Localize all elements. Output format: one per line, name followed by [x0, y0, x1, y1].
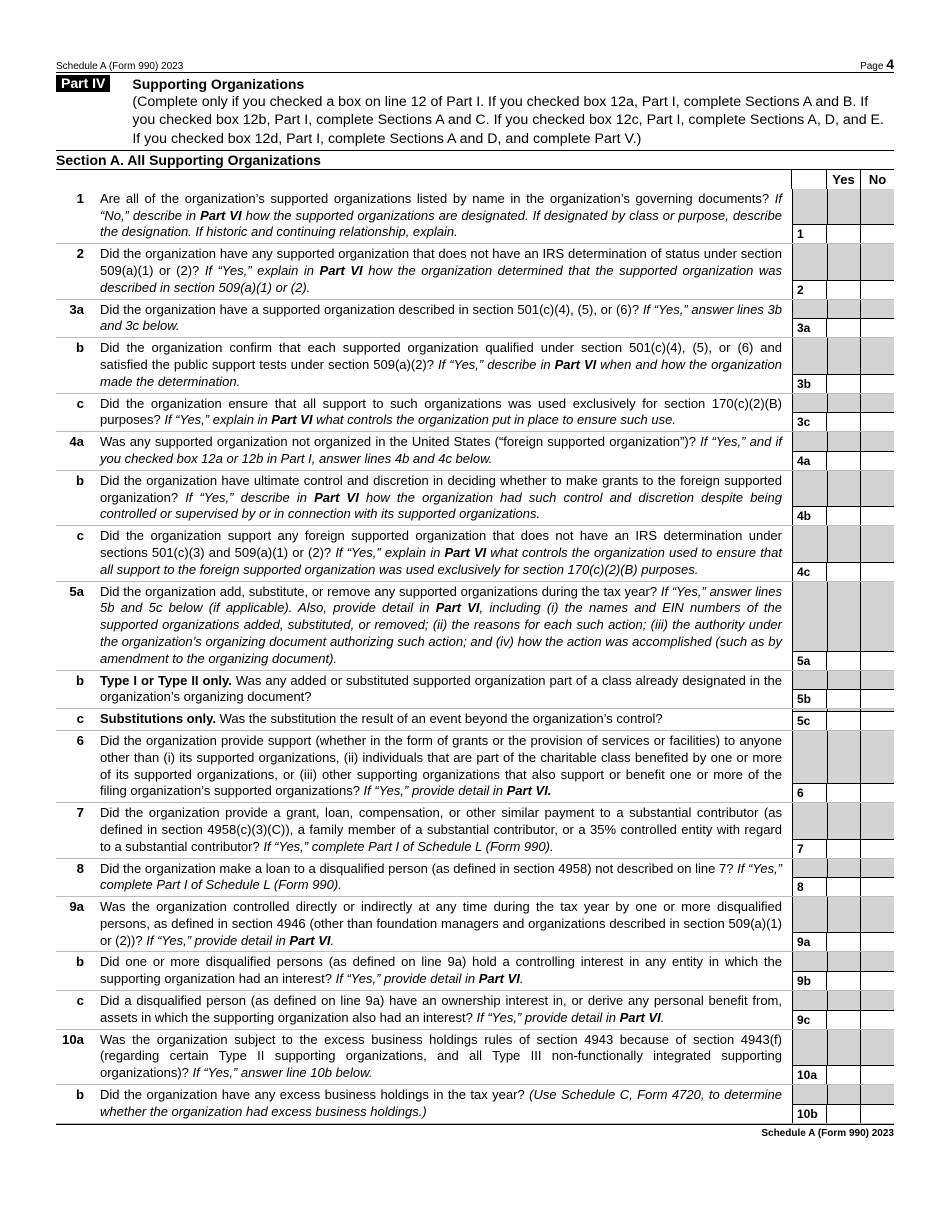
- form-name: Schedule A (Form 990) 2023: [56, 61, 184, 72]
- line-text: Did the organization add, substitute, or remove any supported organizations during the tax year? If “Yes,” answer lines 5b and 5c below (if applicable). Also, provide detail in Part VI, including (i) the names and EIN numbers of the supported organizations added, substituted, or removed; (ii) the reasons for each such action; (iii) the authority under the organization’s organizing document authorizing such action; and (iv) how the action was accomplished (such as by amendment to the organizing document).: [100, 583, 782, 666]
- question-line-1: [56, 189, 894, 244]
- question-line-8: [56, 859, 894, 898]
- line-text: Did the organization have any supported organization that does not have an IRS determination of status under section 509(a)(1) or (2)? If “Yes,” explain in Part VI how the organization determined that the supported organization was described in section 509(a)(1) or (2).: [100, 246, 782, 295]
- part-header: [56, 73, 894, 151]
- line-text: Did the organization confirm that each supported organization qualified under section 501(c)(4), (5), or (6) and satisfied the public support tests under section 509(a)(2)? If “Yes,” describe in Part VI when and how the organization made the determination.: [100, 340, 782, 389]
- line-text: Did the organization have a supported organization described in section 501(c)(4), (5), or (6)? If “Yes,” answer lines 3b and 3c below.: [100, 301, 782, 334]
- line-label: 4b: [792, 507, 826, 525]
- answer-boxes: [792, 952, 894, 990]
- question-line-5b: [56, 671, 894, 710]
- no-checkbox[interactable]: [860, 563, 894, 581]
- line-text: Was the organization subject to the excess business holdings rules of section 4943 because of section 4943(f) (regarding certain Type II supporting organizations, and all Type III non-functionally integrated supporting organizations)? If “Yes,” answer line 10b below.: [100, 1031, 782, 1081]
- line-text: Did a disqualified person (as defined on line 9a) have an ownership interest in, or derive any personal benefit from, assets in which the supporting organization also had an interest? If “Yes,” provide detail in Part VI.: [100, 993, 782, 1025]
- yes-checkbox[interactable]: [826, 225, 860, 243]
- question-line-10b: [56, 1085, 894, 1124]
- yes-checkbox[interactable]: [826, 563, 860, 581]
- line-text: Did the organization have ultimate control and discretion in deciding whether to make grants to the foreign supported organization? If “Yes,” describe in Part VI how the organization had such control and discretion despite being controlled or supervised by or in connection with its supported organizations.: [100, 472, 782, 522]
- line-number: c: [76, 993, 84, 1009]
- line-label: 9b: [792, 972, 826, 990]
- no-checkbox[interactable]: [860, 452, 894, 470]
- no-checkbox[interactable]: [860, 413, 894, 431]
- line-label: 9c: [792, 1011, 826, 1029]
- yes-checkbox[interactable]: [826, 690, 860, 708]
- line-text: Was the organization controlled directly or indirectly at any time during the tax year by one or more disqualified persons, as defined in section 4946 (other than foundation managers and organizations described in section 509(a)(1) or (2))? If “Yes,” provide detail in Part VI.: [100, 899, 782, 948]
- yes-checkbox[interactable]: [826, 413, 860, 431]
- question-line-9a: [56, 897, 894, 952]
- no-checkbox[interactable]: [860, 712, 894, 730]
- answer-boxes: [792, 338, 894, 392]
- question-line-3a: [56, 300, 894, 339]
- yes-no-header: [56, 170, 894, 189]
- no-checkbox[interactable]: [860, 225, 894, 243]
- answer-boxes: [792, 1030, 894, 1084]
- no-checkbox[interactable]: [860, 972, 894, 990]
- question-line-7: [56, 803, 894, 858]
- line-text: Did one or more disqualified persons (as defined on line 9a) hold a controlling interest in any entity in which the supporting organization had an interest? If “Yes,” provide detail in Part VI.: [100, 954, 782, 987]
- form-page: [56, 52, 894, 1139]
- question-line-9c: [56, 991, 894, 1030]
- line-number: c: [76, 528, 84, 544]
- line-text: Are all of the organization’s supported organizations listed by name in the organization’s governing documents? If “No,” describe in Part VI how the supported organizations are designated. If designated by class or purpose, describe the designation. If historic and continuing relationship, explain.: [100, 190, 782, 240]
- line-number: 6: [76, 732, 84, 748]
- line-label: 4c: [792, 563, 826, 581]
- part-body: [132, 75, 894, 148]
- question-line-3b: [56, 338, 894, 393]
- answer-boxes: [792, 432, 894, 470]
- answer-boxes: [792, 709, 894, 730]
- line-number: 8: [76, 860, 84, 876]
- line-label: 7: [792, 840, 826, 858]
- no-checkbox[interactable]: [860, 652, 894, 670]
- answer-boxes: [792, 394, 894, 432]
- no-checkbox[interactable]: [860, 690, 894, 708]
- no-checkbox[interactable]: [860, 507, 894, 525]
- answer-boxes: [792, 731, 894, 802]
- section-title: Section A. All Supporting Organizations: [56, 151, 894, 170]
- line-label: 3a: [792, 319, 826, 337]
- line-number: b: [75, 340, 84, 356]
- answer-boxes: [792, 582, 894, 670]
- line-label: 4a: [792, 452, 826, 470]
- line-number: 5a: [69, 583, 84, 599]
- page-label: Page: [860, 61, 884, 72]
- line-number: b: [75, 1087, 84, 1103]
- no-checkbox[interactable]: [860, 840, 894, 858]
- line-number: 9a: [69, 899, 84, 915]
- line-label: 10b: [792, 1105, 826, 1123]
- line-text: Type I or Type II only. Was any added or substituted supported organization part of a class already designated in the organization’s organizing document?: [100, 672, 782, 705]
- line-text: Did the organization have any excess business holdings in the tax year? (Use Schedule C, Form 4720, to determine whether the organization had excess business holdings.): [100, 1087, 782, 1119]
- yes-checkbox[interactable]: [826, 878, 860, 896]
- yes-column-header: Yes: [826, 170, 860, 189]
- yes-checkbox[interactable]: [826, 933, 860, 951]
- line-number: 4a: [69, 434, 84, 450]
- yes-checkbox[interactable]: [826, 784, 860, 802]
- question-line-5c: [56, 709, 894, 731]
- page-footer: Schedule A (Form 990) 2023: [56, 1124, 894, 1139]
- page-number-value: 4: [886, 56, 894, 72]
- answer-boxes: [792, 526, 894, 580]
- yes-checkbox[interactable]: [826, 281, 860, 299]
- question-line-4a: [56, 432, 894, 471]
- line-text: Did the organization provide a grant, loan, compensation, or other similar payment to a substantial contributor (as defined in section 4958(c)(3)(C)), a family member of a substantial contributor, or a 35% controlled entity with regard to a substantial contributor? If “Yes,” complete Part I of Schedule L (Form 990).: [100, 805, 782, 854]
- question-line-4c: [56, 526, 894, 581]
- line-label: 2: [792, 281, 826, 299]
- part-tag: Part IV: [56, 75, 110, 92]
- line-number: b: [75, 954, 84, 970]
- answer-boxes: [792, 897, 894, 951]
- line-label: 5c: [792, 712, 826, 730]
- line-label: 9a: [792, 933, 826, 951]
- yes-checkbox[interactable]: [826, 1105, 860, 1123]
- line-number: c: [76, 711, 84, 727]
- line-label: 1: [792, 225, 826, 243]
- no-checkbox[interactable]: [860, 878, 894, 896]
- line-label: 5b: [792, 690, 826, 708]
- line-text: Did the organization provide support (whether in the form of grants or the provision of services or facilities) to anyone other than (i) its supported organizations, (ii) individuals that are part of the charitable class benefited by one or more of its supported organizations, or (iii) other supporting organizations that also support or benefit one or more of the filing organization’s supported organizations? If “Yes,” provide detail in Part VI.: [100, 732, 782, 799]
- yes-checkbox[interactable]: [826, 712, 860, 730]
- line-number: 2: [76, 246, 84, 262]
- yes-checkbox[interactable]: [826, 1011, 860, 1029]
- yes-checkbox[interactable]: [826, 652, 860, 670]
- answer-boxes: [792, 991, 894, 1029]
- no-checkbox[interactable]: [860, 1011, 894, 1029]
- line-label: 10a: [792, 1066, 826, 1084]
- yes-checkbox[interactable]: [826, 972, 860, 990]
- no-checkbox[interactable]: [860, 1066, 894, 1084]
- yes-checkbox[interactable]: [826, 840, 860, 858]
- answer-boxes: [792, 1085, 894, 1123]
- yes-checkbox[interactable]: [826, 1066, 860, 1084]
- line-number: b: [75, 672, 84, 688]
- yes-checkbox[interactable]: [826, 452, 860, 470]
- no-checkbox[interactable]: [860, 1105, 894, 1123]
- line-text: Was any supported organization not organized in the United States (“foreign supported organization”)? If “Yes,” and if you checked box 12a or 12b in Part I, answer lines 4b and 4c below.: [100, 434, 782, 466]
- no-checkbox[interactable]: [860, 281, 894, 299]
- line-text: Did the organization ensure that all support to such organizations was used exclusively for section 170(c)(2)(B) purposes? If “Yes,” explain in Part VI what controls the organization put in place to ensure such use.: [100, 395, 782, 428]
- line-label: 3c: [792, 413, 826, 431]
- answer-boxes: [792, 300, 894, 338]
- answer-boxes: [792, 671, 894, 709]
- no-checkbox[interactable]: [860, 375, 894, 393]
- line-number: b: [75, 472, 84, 488]
- yes-checkbox[interactable]: [826, 507, 860, 525]
- answer-boxes: [792, 471, 894, 525]
- question-line-9b: [56, 952, 894, 991]
- question-lines: [56, 189, 894, 1124]
- answer-boxes: [792, 244, 894, 298]
- line-text: Substitutions only. Was the substitution the result of an event beyond the organization’s control?: [100, 711, 663, 727]
- page-header: [56, 52, 894, 73]
- question-line-6: [56, 731, 894, 803]
- line-label: 3b: [792, 375, 826, 393]
- line-label: 5a: [792, 652, 826, 670]
- question-line-5a: [56, 582, 894, 671]
- question-line-4b: [56, 471, 894, 526]
- line-number: 7: [76, 805, 84, 821]
- question-line-2: [56, 244, 894, 299]
- line-label: 8: [792, 878, 826, 896]
- part-title: Supporting Organizations: [132, 76, 305, 92]
- line-number: 3a: [69, 301, 84, 317]
- no-checkbox[interactable]: [860, 319, 894, 337]
- line-number: c: [76, 395, 84, 411]
- part-instructions: (Complete only if you checked a box on line 12 of Part I. If you checked box 12a, Part I, complete Sections A and B. If you checked box 12b, Part I, complete Sections A and C. If you checked box 12c, Part I, complete Sections A, D, and E. If you checked box 12d, Part I, complete Sections A and D, and complete Part V.): [132, 94, 884, 147]
- line-text: Did the organization make a loan to a disqualified person (as defined in section 4958) not described on line 7? If “Yes,” complete Part I of Schedule L (Form 990).: [100, 860, 783, 893]
- answer-boxes: [792, 859, 894, 897]
- yes-checkbox[interactable]: [826, 319, 860, 337]
- question-line-3c: [56, 394, 894, 433]
- no-checkbox[interactable]: [860, 784, 894, 802]
- line-text: Did the organization support any foreign supported organization that does not have an IRS determination under sections 501(c)(3) and 509(a)(1) or (2)? If “Yes,” explain in Part VI what controls the organization used to ensure that all support to the foreign supported organization was used exclusively for section 170(c)(2)(B) purposes.: [100, 528, 782, 577]
- yes-checkbox[interactable]: [826, 375, 860, 393]
- question-line-10a: [56, 1030, 894, 1085]
- line-label: 6: [792, 784, 826, 802]
- answer-boxes: [792, 803, 894, 857]
- page-number: [860, 56, 894, 72]
- no-checkbox[interactable]: [860, 933, 894, 951]
- line-number: 1: [76, 190, 84, 206]
- answer-boxes: [792, 189, 894, 243]
- no-column-header: No: [860, 170, 894, 189]
- line-number: 10a: [61, 1031, 84, 1047]
